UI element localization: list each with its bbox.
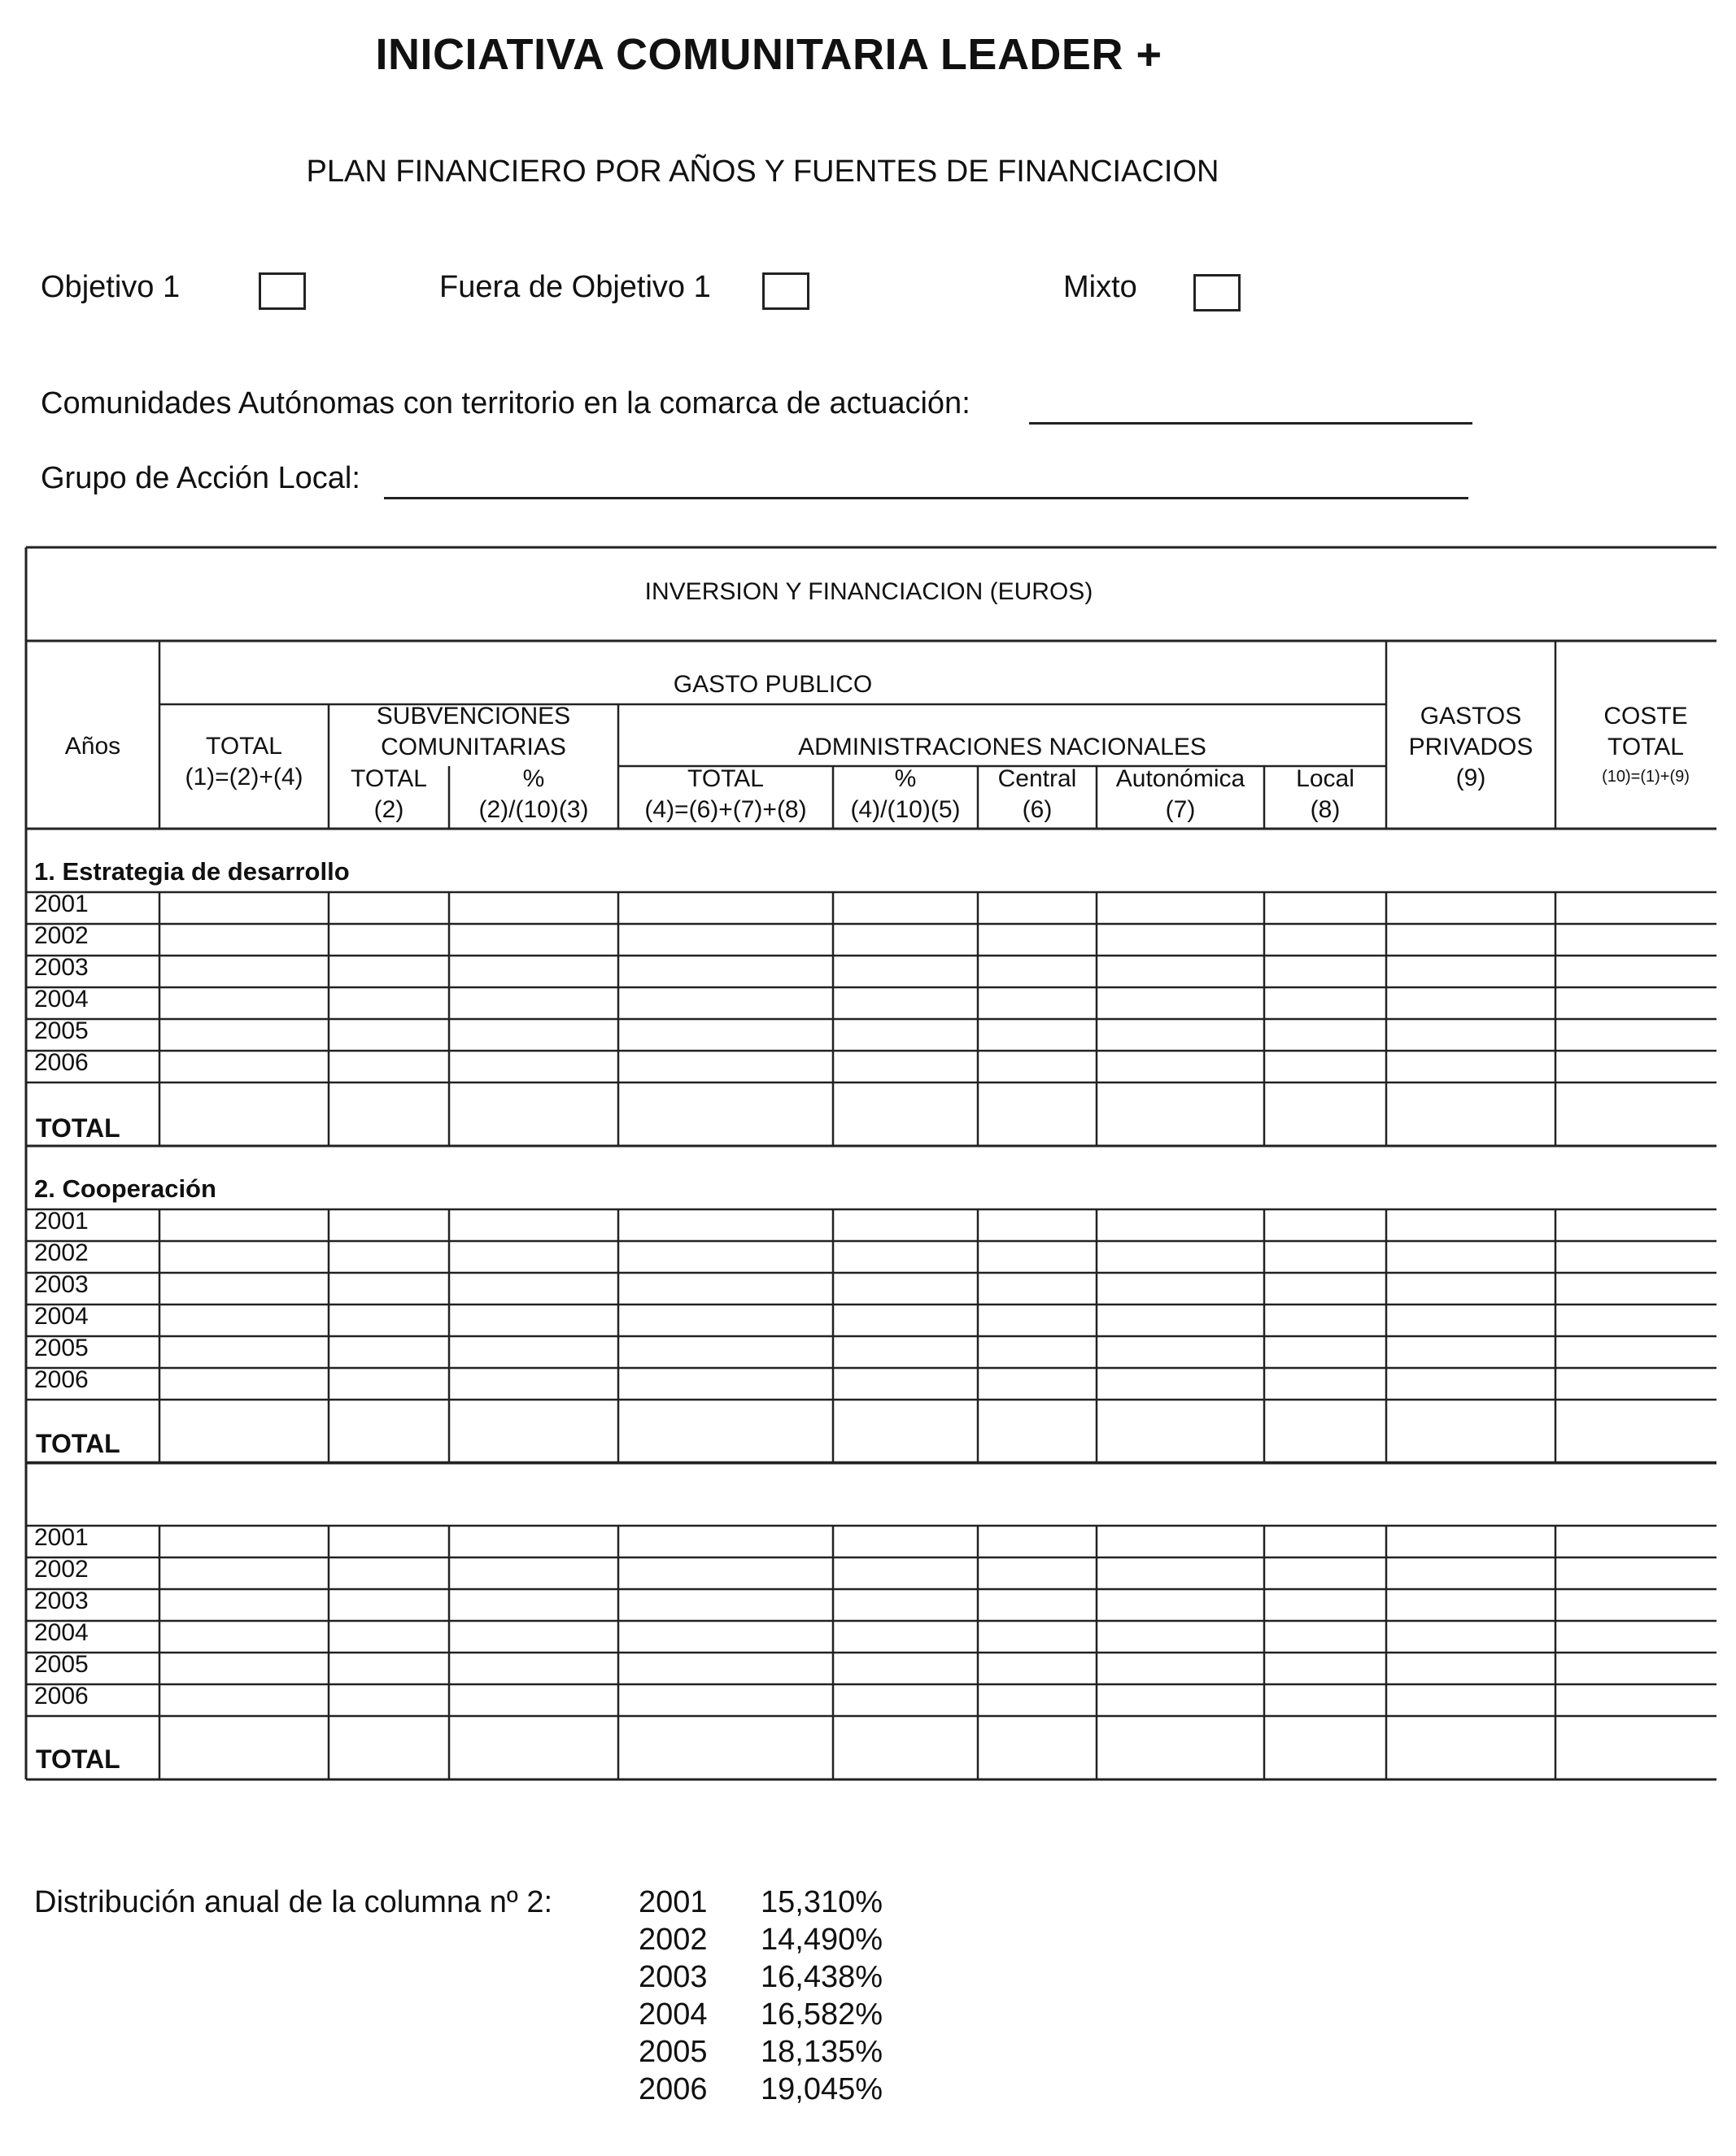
page-title: INICIATIVA COMUNITARIA LEADER + [375, 30, 1162, 79]
header-local-8: Local (8) [1296, 765, 1354, 823]
section1-year-2001: 2001 [34, 891, 89, 917]
section3-year-2001: 2001 [34, 1524, 89, 1551]
distribution-row [639, 1885, 883, 1920]
section2-total-label: TOTAL [36, 1429, 120, 1458]
header-gasto-publico: GASTO PUBLICO [673, 671, 873, 698]
section3-year-2002: 2002 [34, 1556, 89, 1583]
distribution-year: 2005 [639, 2035, 708, 2069]
header-subvenciones: SUBVENCIONES COMUNITARIAS [376, 703, 571, 760]
section1-year-2005: 2005 [34, 1017, 89, 1044]
section2-year-2001: 2001 [34, 1208, 89, 1235]
section2-year-2005: 2005 [34, 1335, 89, 1361]
distribution-row [639, 2035, 883, 2070]
distribution-pct: 15,310% [761, 1885, 883, 1919]
distribution-pct: 18,135% [761, 2035, 883, 2069]
section3-total-label: TOTAL [36, 1744, 120, 1774]
header-sub-total-2: TOTAL (2) [351, 765, 427, 823]
header-anos: Años [64, 733, 121, 760]
header-adm-pct-5: % (4)/(10)(5) [850, 765, 961, 823]
section1-year-2003: 2003 [34, 954, 89, 981]
distribution-year: 2006 [639, 2072, 708, 2106]
distribution-year: 2001 [639, 1885, 708, 1919]
distribution-label: Distribución anual de la columna nº 2: [34, 1885, 553, 1919]
distribution-row [639, 2072, 883, 2107]
header-adm-total-4: TOTAL (4)=(6)+(7)+(8) [644, 765, 807, 823]
section3-year-2004: 2004 [34, 1619, 89, 1646]
header-coste-total: COSTE TOTAL [1603, 703, 1688, 760]
header-coste-formula-10: (10)=(1)+(9) [1602, 768, 1690, 786]
section1-total-label: TOTAL [36, 1113, 120, 1143]
distribution-pct: 19,045% [761, 2072, 883, 2106]
distribution-row [639, 1997, 883, 2032]
distribution-year: 2002 [639, 1923, 708, 1957]
section2-year-2004: 2004 [34, 1303, 89, 1330]
page-subtitle: PLAN FINANCIERO POR AÑOS Y FUENTES DE FINANCIACION [306, 155, 1219, 189]
fuera-objetivo1-label: Fuera de Objetivo 1 [439, 270, 711, 304]
section3-year-2006: 2006 [34, 1683, 89, 1710]
section-cooperacion-title: 2. Cooperación [34, 1174, 216, 1203]
comunidades-label: Comunidades Autónomas con territorio en la comarca de actuación: [41, 386, 971, 420]
header-adm-nacionales: ADMINISTRACIONES NACIONALES [798, 734, 1206, 760]
distribution-row [639, 1960, 883, 1995]
distribution-pct: 14,490% [761, 1923, 883, 1957]
section3-year-2003: 2003 [34, 1588, 89, 1614]
distribution-pct: 16,582% [761, 1997, 883, 2032]
section1-year-2002: 2002 [34, 922, 89, 949]
mixto-label: Mixto [1063, 270, 1137, 304]
section2-year-2006: 2006 [34, 1366, 89, 1393]
distribution-year: 2004 [639, 1997, 708, 2032]
section1-year-2004: 2004 [34, 986, 89, 1013]
table-caption: INVERSION Y FINANCIACION (EUROS) [644, 578, 1093, 605]
header-central-6: Central (6) [997, 765, 1077, 823]
distribution-row [639, 1923, 883, 1958]
grupo-label: Grupo de Acción Local: [41, 461, 360, 495]
objetivo1-label: Objetivo 1 [41, 270, 181, 304]
section2-year-2002: 2002 [34, 1239, 89, 1266]
distribution-pct: 16,438% [761, 1960, 883, 1994]
section1-year-2006: 2006 [34, 1049, 89, 1076]
header-gastos-privados-9: GASTOS PRIVADOS (9) [1408, 703, 1533, 791]
distribution-year: 2003 [639, 1960, 708, 1994]
section2-year-2003: 2003 [34, 1271, 89, 1298]
section3-year-2005: 2005 [34, 1651, 89, 1678]
header-sub-pct-3: % (2)/(10)(3) [478, 765, 589, 823]
section-estrategia-title: 1. Estrategia de desarrollo [34, 857, 350, 886]
header-autonomica-7: Autonómica (7) [1115, 765, 1245, 823]
header-total-1: TOTAL (1)=(2)+(4) [185, 733, 303, 791]
